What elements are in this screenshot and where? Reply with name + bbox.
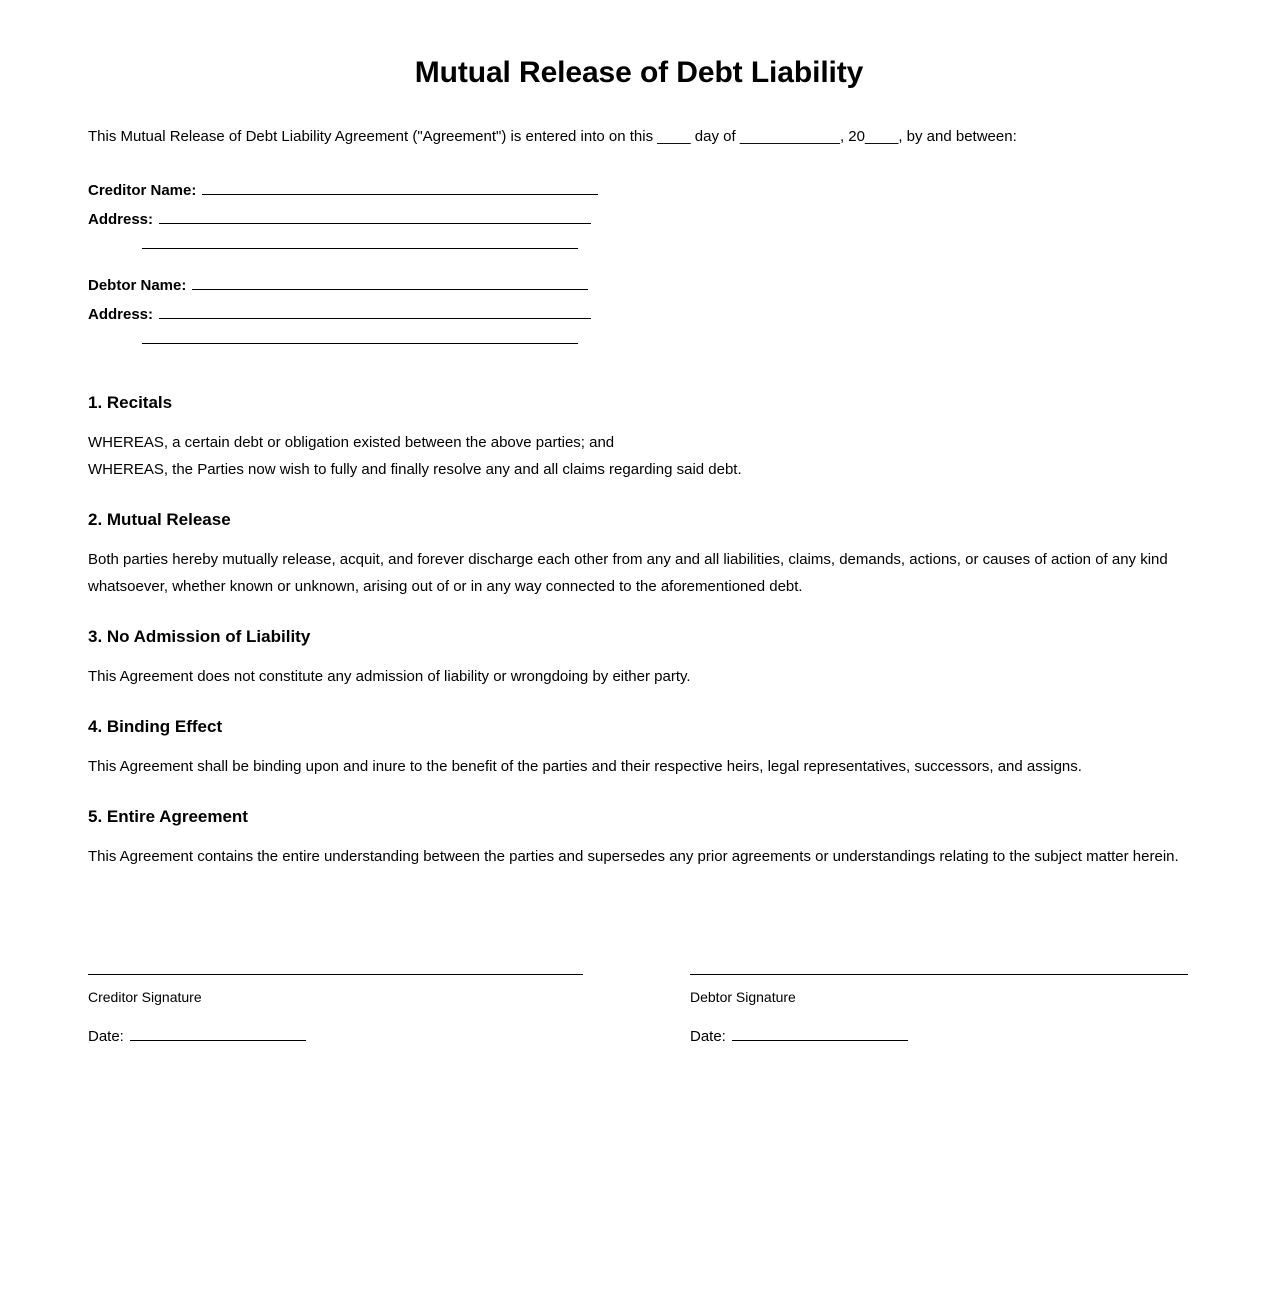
section-heading: 2. Mutual Release <box>88 510 231 529</box>
section-body-line: WHEREAS, a certain debt or obligation existed between the above parties; and <box>88 434 615 451</box>
debtor-date-label: Date: <box>690 1028 726 1045</box>
section-body-line: Both parties hereby mutually release, acquit, and forever discharge each other from any and all liabilities, claims, demands, actions, or causes of action of any kind whatsoever, whether known or unknown, arising out of or in any way connected to the aforementioned debt. <box>88 551 1168 595</box>
section-body <box>88 648 1186 690</box>
parties-section <box>88 148 1190 344</box>
debtor-address-row <box>88 300 1190 329</box>
debtor-name-row <box>88 271 1190 300</box>
creditor-date-label: Date: <box>88 1028 124 1045</box>
section-body-line: WHEREAS, the Parties now wish to fully and finally resolve any and all claims regarding said debt. <box>88 461 742 478</box>
creditor-address-input-line2[interactable] <box>142 234 578 249</box>
section-mutual-release <box>88 483 1190 600</box>
creditor-name-label: Creditor Name: <box>88 182 197 199</box>
creditor-date-row <box>88 1007 583 1047</box>
section-heading: 3. No Admission of Liability <box>88 627 311 646</box>
section-body-line: This Agreement does not constitute any admission of liability or wrongdoing by either party. <box>88 668 691 685</box>
creditor-signature-caption: Creditor Signature <box>88 989 202 1005</box>
page-title: Mutual Release of Debt Liability <box>414 56 864 89</box>
section-body-line: This Agreement shall be binding upon and inure to the benefit of the parties and their respective heirs, legal representatives, successors, and assigns. <box>88 758 1082 775</box>
signature-block <box>88 870 1190 1047</box>
debtor-party-block <box>88 271 1190 344</box>
creditor-address-input[interactable] <box>159 209 591 224</box>
creditor-name-row <box>88 176 1190 205</box>
section-body <box>88 414 1186 483</box>
section-body <box>88 828 1186 870</box>
debtor-date-row <box>690 1007 1188 1047</box>
debtor-address-label: Address: <box>88 306 154 323</box>
debtor-date-input[interactable] <box>732 1027 908 1041</box>
debtor-address-input-line2[interactable] <box>142 329 578 344</box>
creditor-address-row-2 <box>88 234 1190 249</box>
section-heading: 5. Entire Agreement <box>88 807 248 826</box>
creditor-date-input[interactable] <box>130 1027 306 1041</box>
debtor-address-row-2 <box>88 329 1190 344</box>
section-recitals <box>88 366 1190 483</box>
section-body-line: This Agreement contains the entire understanding between the parties and supersedes any prior agreements or understandings relating to the subject matter herein. <box>88 848 1179 865</box>
intro-paragraph: This Mutual Release of Debt Liability Agreement ("Agreement") is entered into on this ____ day of ____________, 20____, by and between: <box>88 128 1017 145</box>
section-entire-agreement <box>88 780 1190 870</box>
section-heading: 1. Recitals <box>88 393 173 412</box>
debtor-name-label: Debtor Name: <box>88 277 187 294</box>
section-no-admission-of-liability <box>88 600 1190 690</box>
creditor-name-input[interactable] <box>202 180 598 195</box>
creditor-signature-column <box>88 974 583 1047</box>
debtor-address-input[interactable] <box>159 304 591 319</box>
section-binding-effect <box>88 690 1190 780</box>
creditor-party-block <box>88 176 1190 249</box>
section-body <box>88 531 1186 600</box>
debtor-name-input[interactable] <box>192 275 588 290</box>
section-heading: 4. Binding Effect <box>88 717 223 736</box>
creditor-address-row <box>88 205 1190 234</box>
section-body <box>88 738 1186 780</box>
debtor-signature-column <box>690 974 1188 1047</box>
debtor-signature-caption: Debtor Signature <box>690 989 796 1005</box>
creditor-address-label: Address: <box>88 211 154 228</box>
